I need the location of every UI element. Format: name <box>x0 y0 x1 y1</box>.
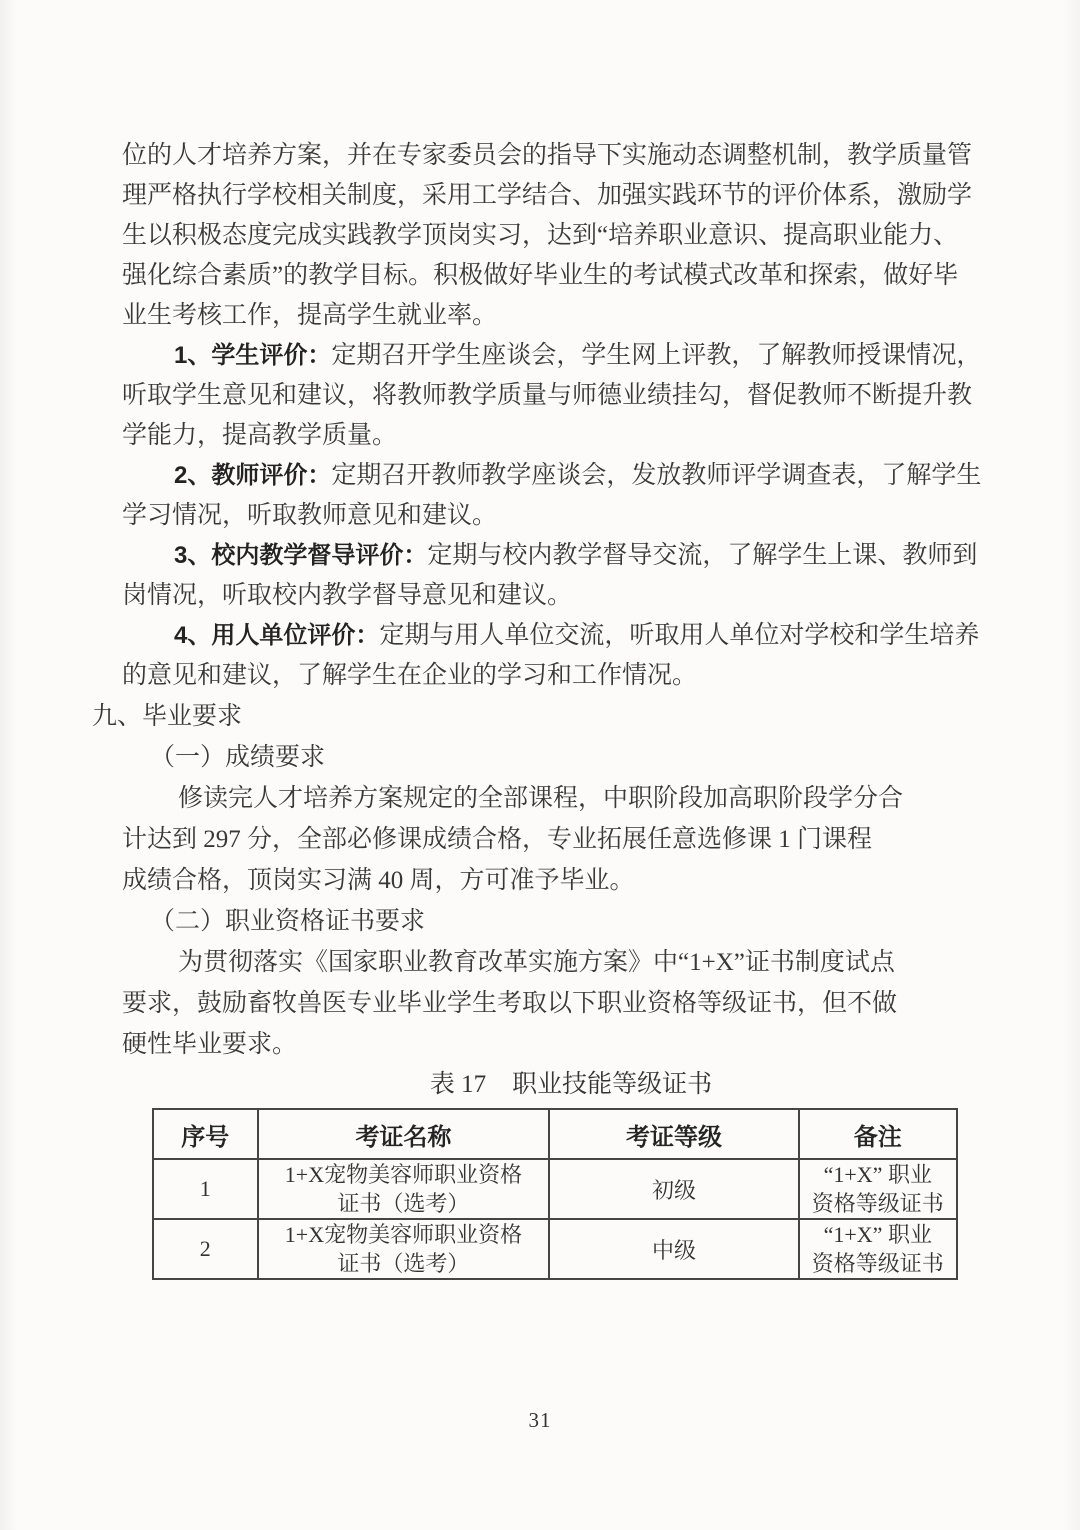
item-label: 1、学生评价： <box>174 342 332 369</box>
text-run: 计达到 297 分，全部必修课成绩合格，专业拓展任意选修课 1 门课程 <box>122 826 873 853</box>
text-line <box>122 819 1020 860</box>
text-line <box>122 737 1020 778</box>
text-run: 听取学生意见和建议，将教师教学质量与师德业绩挂勾，督促教师不断提升教 <box>122 382 973 409</box>
text-line <box>122 136 1020 176</box>
text-run: 定期召开学生座谈会，学生网上评教，了解教师授课情况， <box>331 342 982 369</box>
text-line <box>122 216 1020 256</box>
text-run: 强化综合素质”的教学目标。积极做好毕业生的考试模式改革和探索，做好毕 <box>122 262 959 289</box>
header-cert-level: 考证等级 <box>549 1109 798 1159</box>
text-line <box>122 496 1020 536</box>
document-body <box>92 136 1020 1065</box>
text-line <box>122 536 1020 576</box>
text-run: 九、毕业要求 <box>92 703 243 730</box>
item-label: 3、校内教学督导评价： <box>174 542 428 569</box>
text-line <box>122 942 1020 983</box>
cert-name-line1: 1+X宠物美容师职业资格 <box>284 1162 523 1187</box>
cert-no-cell: 1 <box>153 1159 258 1219</box>
cert-no-cell: 2 <box>153 1219 258 1279</box>
page-number: 31 <box>528 1408 552 1432</box>
cert-note-line1: “1+X” 职业 <box>823 1162 932 1187</box>
text-run: 理严格执行学校相关制度，采用工学结合、加强实践环节的评价体系，激励学 <box>122 182 973 209</box>
cert-level-cell: 中级 <box>549 1219 798 1279</box>
cert-name-cell <box>258 1219 550 1279</box>
cert-note-line1: “1+X” 职业 <box>823 1222 932 1247</box>
text-run: 修读完人才培养方案规定的全部课程，中职阶段加高职阶段学分合 <box>178 785 904 812</box>
cert-name-line2: 证书（选考） <box>337 1191 470 1216</box>
table-caption-label: 表 17 <box>429 1071 487 1098</box>
header-no: 序号 <box>153 1109 258 1159</box>
text-line <box>122 416 1020 456</box>
text-run: （一）成绩要求 <box>150 744 326 771</box>
certificates-table-head <box>153 1109 957 1159</box>
text-line <box>122 778 1020 819</box>
text-run: 位的人才培养方案，并在专家委员会的指导下实施动态调整机制，教学质量管 <box>122 142 973 169</box>
item-label: 2、教师评价： <box>174 462 332 489</box>
text-run: 硬性毕业要求。 <box>122 1031 298 1058</box>
text-run: 的意见和建议，了解学生在企业的学习和工作情况。 <box>122 662 698 689</box>
text-run: 为贯彻落实《国家职业教育改革实施方案》中“1+X”证书制度试点 <box>178 949 895 976</box>
text-line <box>92 696 1020 737</box>
table-caption <box>122 1067 1020 1103</box>
text-run: 学能力，提高教学质量。 <box>122 422 398 449</box>
certificates-table <box>152 1108 958 1280</box>
cert-note-line2: 资格等级证书 <box>811 1251 944 1276</box>
text-line <box>122 576 1020 616</box>
text-run: （二）职业资格证书要求 <box>150 908 426 935</box>
text-line <box>122 656 1020 696</box>
cert-note-cell <box>799 1219 957 1279</box>
text-line <box>122 860 1020 901</box>
text-line <box>122 983 1020 1024</box>
header-note: 备注 <box>799 1109 957 1159</box>
header-row <box>153 1109 957 1159</box>
text-line <box>122 901 1020 942</box>
text-line <box>122 456 1020 496</box>
cert-level-cell: 初级 <box>549 1159 798 1219</box>
cert-note-cell <box>799 1159 957 1219</box>
table-caption-title: 职业技能等级证书 <box>512 1071 713 1098</box>
item-label: 4、用人单位评价： <box>174 622 380 649</box>
text-run: 岗情况，听取校内教学督导意见和建议。 <box>122 582 573 609</box>
text-line <box>122 1024 1020 1065</box>
table-row <box>153 1219 957 1279</box>
text-run: 成绩合格，顶岗实习满 40 周，方可准予毕业。 <box>122 867 635 894</box>
cert-name-cell <box>258 1159 550 1219</box>
cert-name-line2: 证书（选考） <box>337 1251 470 1276</box>
text-line <box>122 256 1020 296</box>
text-line <box>122 616 1020 656</box>
cert-note-line2: 资格等级证书 <box>811 1191 944 1216</box>
text-run: 业生考核工作，提高学生就业率。 <box>122 302 498 329</box>
text-run: 定期召开教师教学座谈会，发放教师评学调查表，了解学生 <box>331 462 982 489</box>
text-run: 定期与用人单位交流，听取用人单位对学校和学生培养 <box>379 622 980 649</box>
text-line <box>122 336 1020 376</box>
text-run: 学习情况，听取教师意见和建议。 <box>122 502 498 529</box>
cert-name-line1: 1+X宠物美容师职业资格 <box>284 1222 523 1247</box>
certificates-table-body <box>153 1159 957 1279</box>
table-row <box>153 1159 957 1219</box>
text-run: 生以积极态度完成实践教学顶岗实习，达到“培养职业意识、提高职业能力、 <box>122 222 959 249</box>
text-line <box>122 376 1020 416</box>
text-line <box>122 296 1020 336</box>
text-run: 定期与校内教学督导交流，了解学生上课、教师到 <box>427 542 978 569</box>
text-run: 要求，鼓励畜牧兽医专业毕业学生考取以下职业资格等级证书，但不做 <box>122 990 898 1017</box>
text-line <box>122 176 1020 216</box>
header-cert-name: 考证名称 <box>258 1109 550 1159</box>
